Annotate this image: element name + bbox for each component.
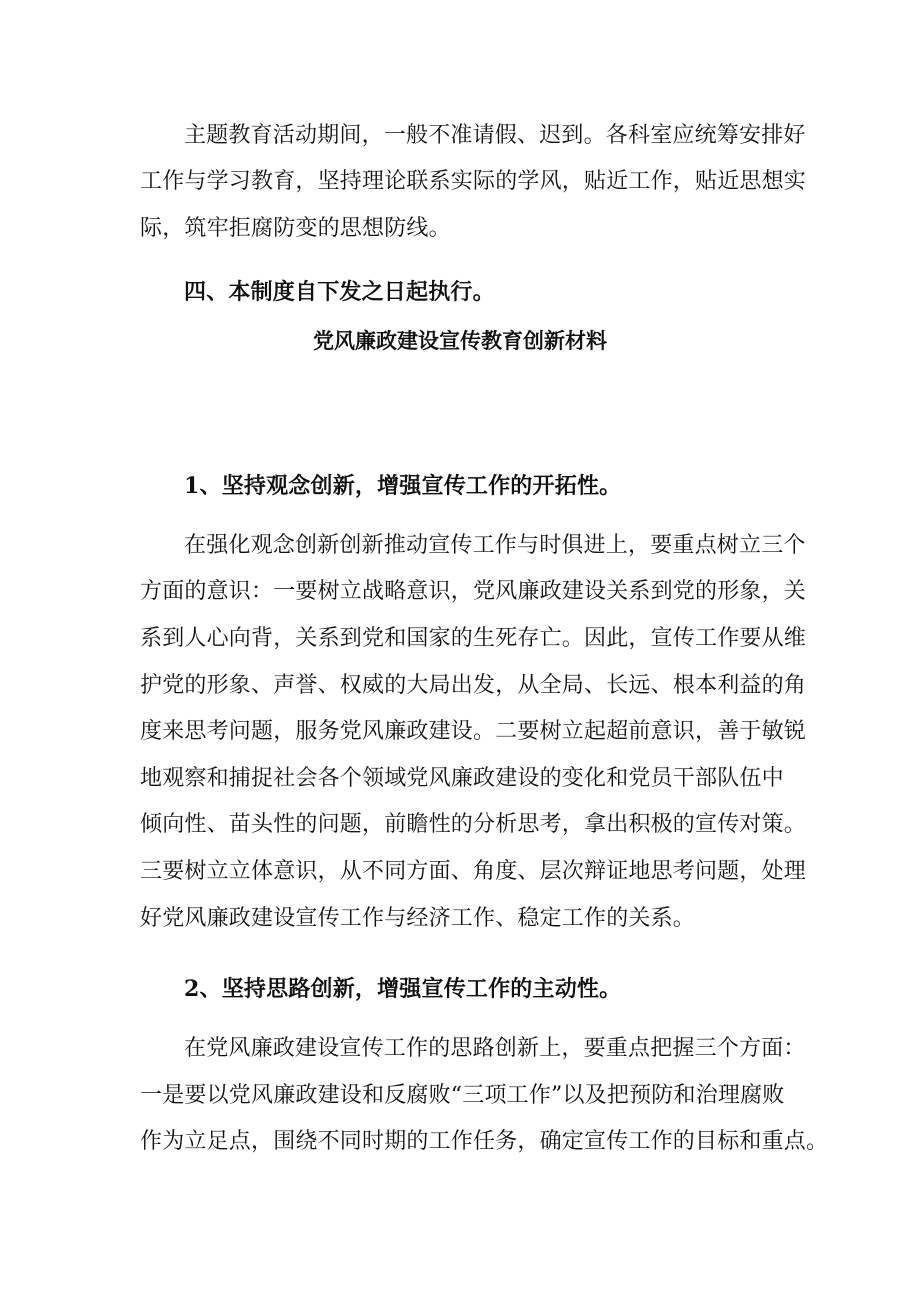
paragraph-line: 作为立足点，围绕不同时期的工作任务，确定宣传工作的目标和重点。 bbox=[140, 1129, 829, 1154]
section-heading-1: 1、坚持观念创新，增强宣传工作的开拓性。 bbox=[184, 473, 622, 499]
paragraph-line: 倾向性、苗头性的问题，前瞻性的分析思考，拿出积极的宣传对策。 bbox=[140, 812, 807, 837]
paragraph-line: 一是要以党风廉政建设和反腐败“三项工作”以及把预防和治理腐败 bbox=[140, 1083, 785, 1108]
paragraph-line: 在党风廉政建设宣传工作的思路创新上，要重点把握三个方面： bbox=[184, 1036, 806, 1061]
section-heading-2: 2、坚持思路创新，增强宣传工作的主动性。 bbox=[184, 976, 622, 1002]
document-title: 党风廉政建设宣传教育创新材料 bbox=[313, 328, 607, 353]
paragraph-line: 度来思考问题，服务党风廉政建设。二要树立起超前意识，善于敏锐 bbox=[140, 719, 807, 744]
paragraph-line: 护党的形象、声誉、权威的大局出发，从全局、长远、根本利益的角 bbox=[140, 673, 807, 698]
paragraph-line: 好党风廉政建设宣传工作与经济工作、稳定工作的关系。 bbox=[140, 906, 696, 931]
section-item-4: 四、本制度自下发之日起执行。 bbox=[184, 279, 495, 305]
paragraph-line: 在强化观念创新创新推动宣传工作与时俱进上，要重点树立三个 bbox=[184, 533, 806, 558]
paragraph-line: 工作与学习教育，坚持理论联系实际的学风，贴近工作，贴近思想实 bbox=[140, 169, 807, 194]
paragraph-line: 主题教育活动期间，一般不准请假、迟到。各科室应统筹安排好 bbox=[184, 123, 806, 148]
paragraph-line: 地观察和捕捉社会各个领域党风廉政建设的变化和党员干部队伍中 bbox=[140, 766, 784, 791]
paragraph-line: 三要树立立体意识，从不同方面、角度、层次辩证地思考问题，处理 bbox=[140, 859, 807, 884]
paragraph-line: 方面的意识：一要树立战略意识，党风廉政建设关系到党的形象，关 bbox=[140, 579, 807, 604]
paragraph-line: 系到人心向背，关系到党和国家的生死存亡。因此，宣传工作要从维 bbox=[140, 626, 807, 651]
paragraph-line: 际，筑牢拒腐防变的思想防线。 bbox=[140, 216, 451, 241]
